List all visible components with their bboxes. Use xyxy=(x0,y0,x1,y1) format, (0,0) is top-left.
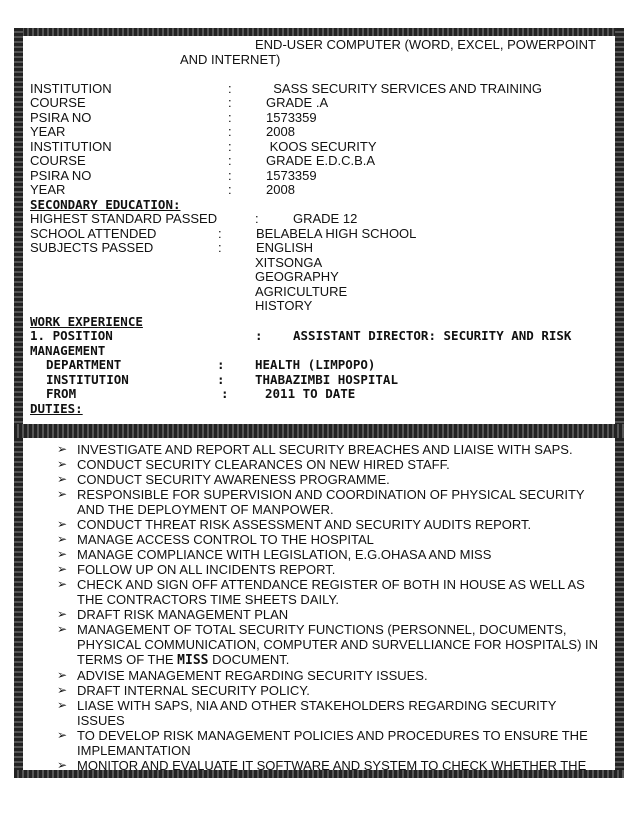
page-border-divider xyxy=(14,424,624,438)
arrow-bullet-icon: ➢ xyxy=(57,668,68,682)
duty-item xyxy=(55,547,603,562)
colon: : xyxy=(217,357,225,372)
from-value: 2011 TO DATE xyxy=(265,386,356,401)
duty-item xyxy=(55,758,603,773)
duty-text: INVESTIGATE AND REPORT ALL SECURITY BREACHES AND LIAISE WITH SAPS. xyxy=(77,442,573,457)
skills-title-line-1: END-USER COMPUTER (WORD, EXCEL, POWERPOINT xyxy=(255,37,596,52)
colon: : xyxy=(228,153,232,168)
qualification-row xyxy=(30,169,610,184)
duty-text: MANAGE COMPLIANCE WITH LEGISLATION, E.G.OHASA AND MISS xyxy=(77,547,492,562)
arrow-bullet-icon: ➢ xyxy=(57,472,68,486)
qualification-row xyxy=(30,96,610,111)
duty-item xyxy=(55,607,603,622)
subject-item: ENGLISH xyxy=(256,240,314,255)
duty-item xyxy=(55,532,603,547)
subject-item: HISTORY xyxy=(255,298,313,313)
qualification-value: GRADE .A xyxy=(266,95,329,110)
colon: : xyxy=(255,328,263,343)
qualification-label: YEAR xyxy=(30,182,66,197)
duty-item xyxy=(55,442,603,457)
qualification-label: YEAR xyxy=(30,124,66,139)
qualification-value: 1573359 xyxy=(266,167,317,183)
subjects-passed-row xyxy=(30,241,610,256)
duty-text: MANAGEMENT OF TOTAL SECURITY FUNCTIONS (PERSONNEL, DOCUMENTS, PHYSICAL COMMUNICATION, COMPUTER AND SURVELLIANCE FOR HOSPITALS) IN TERMS OF THE xyxy=(77,622,599,667)
arrow-bullet-icon: ➢ xyxy=(57,442,68,456)
highest-standard-label: HIGHEST STANDARD PASSED xyxy=(30,211,218,226)
duty-item xyxy=(55,562,603,577)
duty-item xyxy=(55,668,603,683)
duty-text: CONDUCT SECURITY AWARENESS PROGRAMME. xyxy=(77,472,390,487)
qualification-value: GRADE E.D.C.B.A xyxy=(266,153,376,168)
duty-item xyxy=(55,472,603,487)
duty-item xyxy=(55,622,603,668)
arrow-bullet-icon: ➢ xyxy=(57,698,68,712)
miss-bold-text: MISS xyxy=(177,653,209,668)
duty-text: CHECK AND SIGN OFF ATTENDANCE REGISTER OF BOTH IN HOUSE AS WELL AS THE CONTRACTORS TIME SHEETS DAILY. xyxy=(77,577,585,607)
qualification-row xyxy=(30,183,610,198)
colon: : xyxy=(255,211,259,226)
institution-row xyxy=(30,373,610,388)
colon: : xyxy=(218,240,222,255)
duty-item xyxy=(55,577,603,607)
school-attended-label: SCHOOL ATTENDED xyxy=(30,225,157,241)
department-row xyxy=(30,358,610,373)
duty-item xyxy=(55,683,603,698)
duty-item xyxy=(55,517,603,532)
qualification-row xyxy=(30,140,610,155)
arrow-bullet-icon: ➢ xyxy=(57,607,68,621)
subject-item: GEOGRAPHY xyxy=(255,269,339,284)
colon: : xyxy=(228,182,232,197)
duty-item xyxy=(55,698,603,728)
position-row xyxy=(30,329,610,344)
arrow-bullet-icon: ➢ xyxy=(57,517,68,531)
position-value: ASSISTANT DIRECTOR: SECURITY AND RISK xyxy=(293,328,572,343)
arrow-bullet-icon: ➢ xyxy=(57,457,68,471)
arrow-bullet-icon: ➢ xyxy=(57,562,68,576)
duty-item xyxy=(55,487,603,517)
qualification-value: 2008 xyxy=(266,124,295,139)
qualification-row xyxy=(30,111,610,126)
qualification-value: KOOS SECURITY xyxy=(266,138,377,154)
qualification-label: COURSE xyxy=(30,153,86,168)
qualification-label: PSIRA NO xyxy=(30,109,92,125)
from-row xyxy=(30,387,610,402)
duty-text: DRAFT INTERNAL SECURITY POLICY. xyxy=(77,683,310,698)
colon: : xyxy=(218,225,222,241)
duty-item xyxy=(55,728,603,758)
arrow-bullet-icon: ➢ xyxy=(57,683,68,697)
duties-section xyxy=(55,442,603,773)
from-label: FROM xyxy=(46,386,77,401)
duty-item xyxy=(55,457,603,472)
duties-heading: DUTIES: xyxy=(30,400,83,416)
duties-list xyxy=(55,442,603,773)
colon: : xyxy=(228,124,232,139)
qualification-value: 1573359 xyxy=(266,109,317,125)
duty-text: TO DEVELOP RISK MANAGEMENT POLICIES AND PROCEDURES TO ENSURE THE IMPLEMANTATION xyxy=(77,728,588,758)
duty-text-tail: DOCUMENT. xyxy=(208,652,290,667)
duty-text: MANAGE ACCESS CONTROL TO THE HOSPITAL xyxy=(77,532,374,547)
arrow-bullet-icon: ➢ xyxy=(57,532,68,546)
secondary-education-heading: SECONDARY EDUCATION: xyxy=(30,196,181,212)
spacer xyxy=(30,67,610,82)
resume-top-section xyxy=(30,38,610,416)
highest-standard-value: GRADE 12 xyxy=(293,211,358,226)
colon: : xyxy=(217,371,225,387)
qualification-label: INSTITUTION xyxy=(30,138,112,154)
subjects-passed-label: SUBJECTS PASSED xyxy=(30,240,154,255)
duty-text: ADVISE MANAGEMENT REGARDING SECURITY ISSUES. xyxy=(77,668,428,683)
page-border-right xyxy=(615,28,624,776)
department-label: DEPARTMENT xyxy=(46,357,122,372)
page-border-left xyxy=(14,28,23,776)
qualification-label: INSTITUTION xyxy=(30,80,112,96)
school-attended-value: BELABELA HIGH SCHOOL xyxy=(256,225,417,241)
qualification-row xyxy=(30,154,610,169)
colon: : xyxy=(228,138,232,154)
qualification-row xyxy=(30,82,610,97)
arrow-bullet-icon: ➢ xyxy=(57,577,68,591)
duty-text: MONITOR AND EVALUATE IT SOFTWARE AND SYSTEM TO CHECK WHETHER THE xyxy=(77,758,587,773)
position-label: 1. POSITION xyxy=(30,328,113,343)
duty-text: FOLLOW UP ON ALL INCIDENTS REPORT. xyxy=(77,562,336,577)
arrow-bullet-icon: ➢ xyxy=(57,487,68,501)
institution-value: THABAZIMBI HOSPITAL xyxy=(255,371,398,387)
work-experience-heading: WORK EXPERIENCE xyxy=(30,313,143,329)
colon: : xyxy=(221,386,229,401)
duty-text: CONDUCT THREAT RISK ASSESSMENT AND SECURITY AUDITS REPORT. xyxy=(77,517,532,532)
duty-text: DRAFT RISK MANAGEMENT PLAN xyxy=(77,607,289,622)
qualification-value: SASS SECURITY SERVICES AND TRAINING xyxy=(266,80,542,96)
duty-text: LIASE WITH SAPS, NIA AND OTHER STAKEHOLDERS REGARDING SECURITY ISSUES xyxy=(77,698,557,728)
arrow-bullet-icon: ➢ xyxy=(57,547,68,561)
department-value: HEALTH (LIMPOPO) xyxy=(255,357,376,372)
qualification-row xyxy=(30,125,610,140)
duty-text: CONDUCT SECURITY CLEARANCES ON NEW HIRED STAFF. xyxy=(77,457,450,472)
qualification-value: 2008 xyxy=(266,182,295,197)
colon: : xyxy=(228,109,232,125)
skills-title-line-2: AND INTERNET) xyxy=(180,51,281,67)
position-continuation: MANAGEMENT xyxy=(30,342,106,358)
arrow-bullet-icon: ➢ xyxy=(57,728,68,742)
qualification-label: PSIRA NO xyxy=(30,167,92,183)
colon: : xyxy=(228,80,232,96)
subject-item: AGRICULTURE xyxy=(255,283,348,299)
subject-item: XITSONGA xyxy=(255,254,323,270)
highest-standard-row xyxy=(30,212,610,227)
arrow-bullet-icon: ➢ xyxy=(57,622,68,636)
colon: : xyxy=(228,95,232,110)
institution-label: INSTITUTION xyxy=(46,371,129,387)
duty-text: RESPONSIBLE FOR SUPERVISION AND COORDINATION OF PHYSICAL SECURITY AND THE DEPLOYMENT OF MANPOWER. xyxy=(77,487,585,517)
colon: : xyxy=(228,167,232,183)
arrow-bullet-icon: ➢ xyxy=(57,758,68,772)
page-border-top xyxy=(14,28,624,36)
qualifications-list xyxy=(30,82,610,198)
school-attended-row xyxy=(30,227,610,242)
qualification-label: COURSE xyxy=(30,95,86,110)
